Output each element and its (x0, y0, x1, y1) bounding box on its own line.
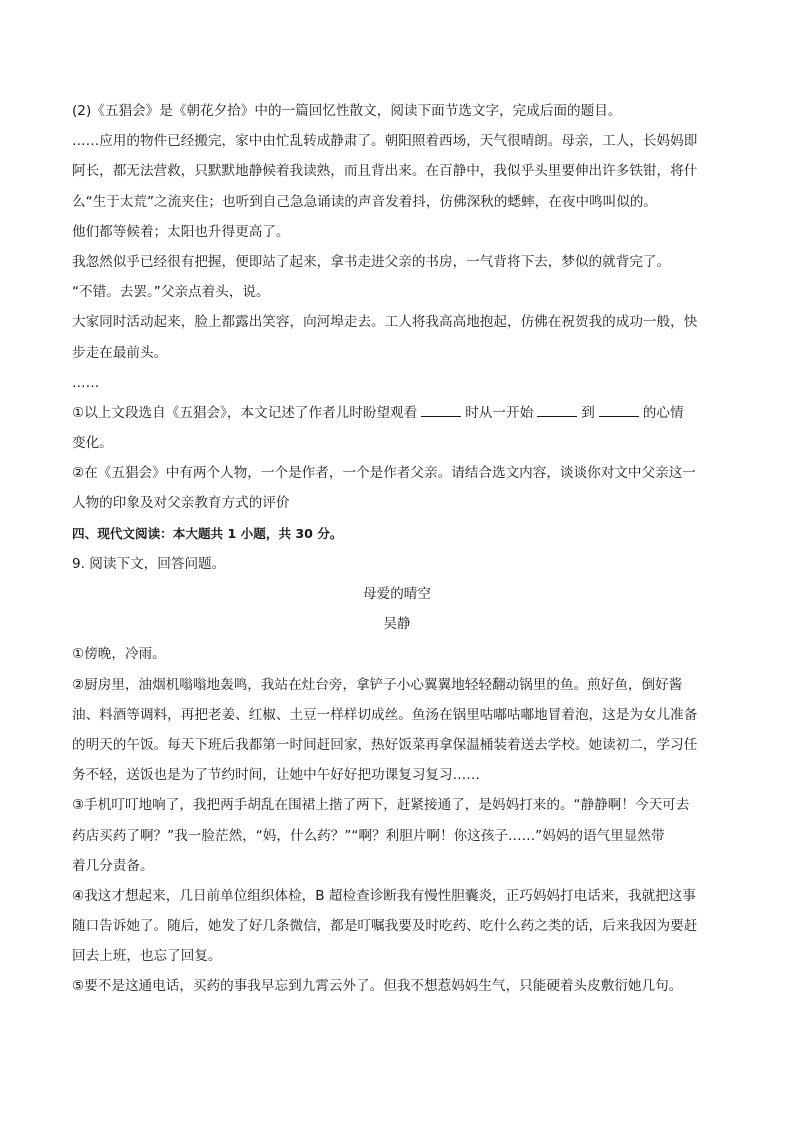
question-8-2-intro: (2)《五猖会》是《朝花夕拾》中的一篇回忆性散文，阅读下面节选文字，完成后面的题目。 (72, 103, 622, 119)
excerpt-line: 步走在最前头。 (72, 344, 168, 361)
sub-question-2-line-1: ②在《五猖会》中有两个人物，一个是作者，一个是作者父亲。请结合选文内容，谈谈你对文中父亲这一 (72, 465, 696, 482)
excerpt-line: “不错。去罢。”父亲点着头，说。 (72, 284, 270, 301)
sub-question-1-text-a: ①以上文段选自《五猖会》，本文记述了作者儿时盼望观看 (72, 404, 418, 421)
article-title: 母爱的晴空 (363, 586, 431, 602)
section-4-heading: 四、现代文阅读：本大题共 1 小题，共 30 分。 (72, 525, 343, 541)
article-line: 药店买药了啊？”我一脸茫然，“妈，什么药？”“啊？利胆片啊！你这孩子……”妈妈的语气里显然带 (72, 827, 665, 844)
excerpt-ellipsis: …… (72, 374, 100, 391)
article-line: ②厨房里，油烟机嗡嗡地轰鸣，我站在灶台旁，拿铲子小心翼翼地轻轻翻动锅里的鱼。煎好鱼，倒好酱 (72, 676, 683, 693)
document-page (72, 96, 722, 1002)
question-9-prompt: 9. 阅读下文，回答问题。 (72, 555, 226, 572)
excerpt-line: 么“生于太荒”之流夹住；也听到自己急急诵读的声音发着抖，仿佛深秋的蟋蟀，在夜中鸣叫似的。 (72, 193, 658, 210)
excerpt-line: 阿长，都无法营救，只默默地静候着我读熟，而且背出来。在百静中，我似乎头里要伸出许多铁钳，将什 (72, 163, 698, 180)
article-line: ①傍晚，冷雨。 (72, 646, 166, 663)
article-line: ③手机叮叮地响了，我把两手胡乱在围裙上揩了两下，赶紧接通了，是妈妈打来的。“静静啊！今天可去 (72, 797, 690, 814)
sub-question-1 (72, 398, 722, 428)
sub-question-1-text-d: 的心情 (642, 404, 684, 421)
answer-blank-3[interactable] (599, 402, 639, 417)
excerpt-line: ……应用的物件已经搬完，家中由忙乱转成静肃了。朝阳照着西场，天气很晴朗。母亲，工人，长妈妈即 (72, 133, 698, 150)
article-author: 吴静 (383, 616, 411, 633)
sub-question-1-text-b: 时从一开始 (465, 404, 534, 421)
article-line: 务不轻，送饭也是为了节约时间，让她中午好好把功课复习复习…… (72, 767, 480, 784)
excerpt-block (72, 126, 722, 398)
answer-blank-1[interactable] (421, 402, 461, 417)
sub-question-1-text-c: 到 (581, 404, 595, 421)
excerpt-line: 大家同时活动起来，脸上都露出笑容，向河埠走去。工人将我高高地抱起，仿佛在祝贺我的成功一般，快 (72, 314, 698, 331)
article-line: 油、料酒等调料，再把老姜、红椒、土豆一样样切成丝。鱼汤在锅里咕嘟咕嘟地冒着泡，这是为女儿准备 (72, 706, 698, 723)
article-line: 回去上班，也忘了回复。 (72, 948, 222, 965)
article-line: 着几分责备。 (72, 857, 154, 874)
article-line: ④我这才想起来，几日前单位组织体检，B 超检查诊断我有慢性胆囊炎，正巧妈妈打电话来，我就把这事 (72, 887, 696, 904)
answer-blank-2[interactable] (537, 402, 577, 417)
article-body (72, 639, 722, 1001)
excerpt-line: 我忽然似乎已经很有把握，便即站了起来，拿书走进父亲的书房，一气背将下去，梦似的就背完了。 (72, 253, 671, 270)
article-line: 的明天的午饭。每天下班后我都第一时间赶回家，热好饭菜再拿保温桶装着送去学校。她读初二，学习任 (72, 736, 698, 753)
article-line: ⑤要不是这通电话，买药的事我早忘到九霄云外了。但我不想惹妈妈生气，只能硬着头皮敷衍她几句。 (72, 978, 683, 995)
sub-question-1-line-2: 变化。 (72, 435, 113, 452)
excerpt-line: 他们都等候着；太阳也升得更高了。 (72, 223, 290, 240)
sub-question-2-line-2: 人物的印象及对父亲教育方式的评价 (72, 495, 290, 512)
article-line: 随口告诉她了。随后，她发了好几条微信，都是叮嘱我要及时吃药、吃什么药之类的话，后来我因为要赶 (72, 918, 698, 935)
